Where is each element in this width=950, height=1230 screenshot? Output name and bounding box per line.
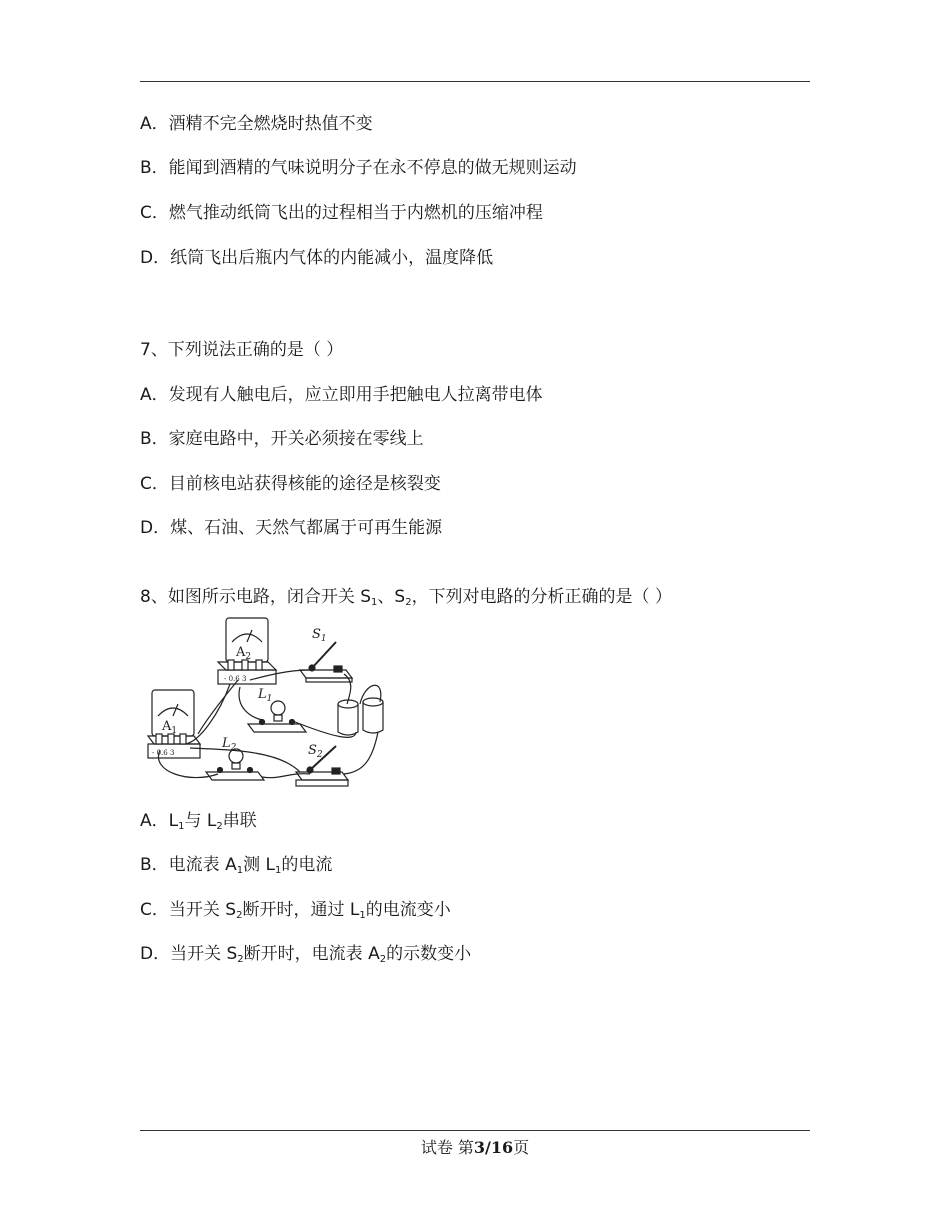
q6-option-b: B．能闻到酒精的气味说明分子在永不停息的做无规则运动: [140, 158, 577, 178]
l2-label: $L_2$: [222, 736, 237, 753]
q6-option-c: C．燃气推动纸筒飞出的过程相当于内燃机的压缩冲程: [140, 203, 543, 223]
q6-option-a: A．酒精不完全燃烧时热值不变: [140, 114, 373, 134]
q8-option-c: C．当开关 $S_2$断开时，通过 $L_1$的电流变小: [140, 900, 451, 921]
q6-option-d: D．纸筒飞出后瓶内气体的内能减小，温度降低: [140, 248, 494, 268]
q8-stem: 8、如图所示电路，闭合开关 $S_1$、$S_2$，下列对电路的分析正确的是（ ）: [140, 587, 672, 608]
footer-rule: [140, 1130, 810, 1131]
circuit-figure: [140, 612, 390, 792]
s1-label: $S_1$: [312, 627, 327, 644]
lamp-l1: [248, 701, 306, 732]
q8-option-d: D．当开关 $S_2$断开时，电流表 $A_2$的示数变小: [140, 944, 472, 965]
a1-label: $A_1$: [162, 719, 178, 736]
switch-s1: [300, 642, 352, 682]
l1-label: $L_1$: [258, 687, 273, 704]
q7-option-d: D．煤、石油、天然气都属于可再生能源: [140, 518, 443, 538]
a2-label: $A_2$: [236, 645, 252, 662]
q7-option-c: C．目前核电站获得核能的途径是核裂变: [140, 474, 441, 494]
a1-scale: - 0.6 3: [152, 749, 175, 757]
q7-option-b: B．家庭电路中，开关必须接在零线上: [140, 429, 424, 449]
q8-option-b: B．电流表 $A_1$测 $L_1$的电流: [140, 855, 333, 876]
page-footer: 试卷 第3/16页: [420, 1138, 530, 1157]
q7-option-a: A．发现有人触电后，应立即用手把触电人拉离带电体: [140, 385, 543, 405]
page-number: 3/16: [473, 1138, 514, 1157]
s2-label: $S_2$: [308, 743, 323, 760]
a2-scale: - 0.6 3: [224, 675, 247, 683]
header-rule: [140, 81, 810, 82]
q7-stem: 7、下列说法正确的是（ ）: [140, 340, 344, 360]
q8-option-a: A．$L_1$与 $L_2$串联: [140, 811, 257, 832]
